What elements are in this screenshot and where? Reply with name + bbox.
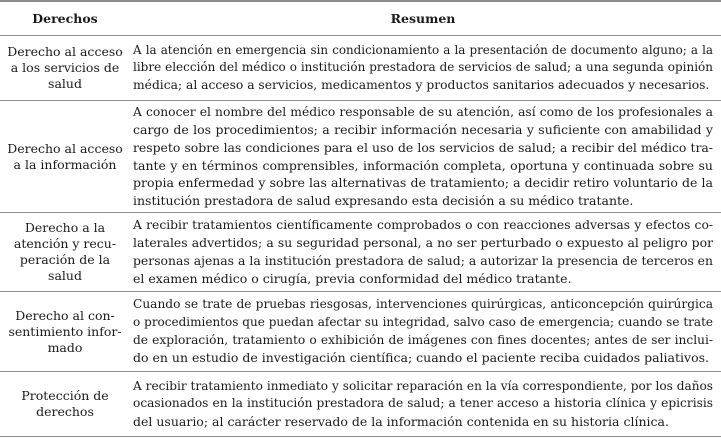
right-summary bbox=[133, 213, 713, 291]
right-summary bbox=[133, 36, 713, 100]
summary-line: personas ajenas a la institución prestadora de salud; a autorizar la presencia de terceros en bbox=[133, 253, 713, 268]
summary-line: propia enfermedad y sobre las alternativas de tratamiento; a decidir retiro voluntario de la bbox=[133, 175, 713, 191]
summary-line: del usuario; al carácter reservado de la información contenida en su historia clínica. bbox=[133, 413, 669, 429]
summary-line: laterales advertidos; a su seguridad personal, a no ser perturbado o expuesto al peligro por bbox=[133, 235, 713, 251]
right-name bbox=[0, 36, 130, 100]
summary-line: o procedimientos que puedan afectar su integridad, salvo caso de emergencia; cuando se trate bbox=[133, 314, 713, 329]
summary-line: institución prestadora de salud expresando esta decisión a su médico tratante. bbox=[133, 192, 634, 208]
right-summary bbox=[133, 101, 713, 212]
right-name-line: atención y recu- bbox=[13, 236, 117, 251]
right-name-line: Derecho al acceso bbox=[7, 44, 123, 59]
summary-line: respeto sobre las condiciones para el uso de los servicios de salud; a recibir del médico tra- bbox=[133, 139, 713, 155]
right-name-line: a los servicios de bbox=[10, 60, 120, 75]
summary-line: A recibir tratamientos científicamente comprobados o con reacciones adversas y efectos co- bbox=[133, 217, 713, 232]
table-row bbox=[0, 101, 721, 213]
table-row bbox=[0, 36, 721, 101]
table-row bbox=[0, 292, 721, 372]
right-name-line: salud bbox=[48, 268, 82, 283]
table-row bbox=[0, 213, 721, 292]
summary-line: el examen médico o cirugía, previa conformidad del médico tratante. bbox=[133, 270, 572, 286]
summary-line: A recibir tratamiento inmediato y solicitar reparación en la vía correspondiente, por los daños bbox=[133, 378, 713, 393]
right-name-line: mado bbox=[47, 339, 83, 355]
header-derechos: Derechos bbox=[32, 10, 98, 26]
table-row bbox=[0, 372, 721, 437]
summary-line: ocasionados en la institución prestadora de salud; a tener acceso a historia clínica y epicrisis bbox=[133, 396, 713, 411]
right-name-line: Derecho al con- bbox=[15, 307, 115, 323]
summary-line: A conocer el nombre del médico responsable de su atención, así como de los profesionales a bbox=[133, 104, 713, 119]
right-summary bbox=[133, 292, 713, 371]
right-name-line: Derecho al acceso bbox=[7, 140, 123, 156]
right-name-line: peración de la bbox=[19, 252, 111, 267]
table-header bbox=[0, 0, 721, 36]
summary-line: do en un estudio de investigación científica; cuando el paciente reciba cuidados paliativos. bbox=[133, 350, 709, 366]
summary-line: médica; al acceso a servicios, medicamentos y productos sanitarios adecuados y necesarios. bbox=[133, 77, 710, 92]
right-name-line: salud bbox=[48, 76, 82, 91]
right-name-line: derechos bbox=[36, 404, 94, 419]
summary-line: de exploración, tratamiento o exhibición de imágenes con fines docentes; antes de ser inclui- bbox=[133, 332, 713, 347]
right-name-line: Protección de bbox=[21, 388, 109, 403]
summary-line: Cuando se trate de pruebas riesgosas, intervenciones quirúrgicas, anticoncepción quirúrgica bbox=[133, 297, 713, 312]
right-name bbox=[0, 372, 130, 436]
summary-line: tante y en términos comprensibles, información completa, oportuna y continuada sobre su bbox=[133, 157, 713, 173]
right-name-line: a la información bbox=[13, 156, 117, 172]
right-name bbox=[0, 213, 130, 291]
right-name bbox=[0, 101, 130, 212]
header-resumen: Resumen bbox=[390, 10, 456, 26]
right-name bbox=[0, 292, 130, 371]
right-name-line: Derecho a la bbox=[24, 220, 106, 235]
summary-line: cargo de los procedimientos; a recibir información necesaria y suficiente con amabilidad y bbox=[133, 122, 713, 138]
right-summary bbox=[133, 372, 713, 436]
right-name-line: sentimiento infor- bbox=[8, 323, 122, 339]
summary-line: libre elección del médico o institución prestadora de servicios de salud; a una segunda opinión bbox=[133, 60, 713, 75]
summary-line: A la atención en emergencia sin condicionamiento a la presentación de documento alguno; a la bbox=[133, 42, 713, 57]
